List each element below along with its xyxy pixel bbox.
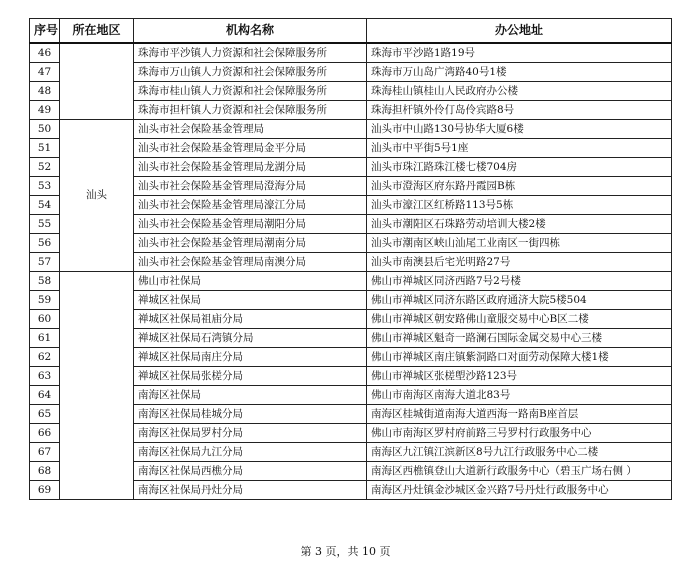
table-row — [30, 271, 672, 290]
agency-name-cell: 禅城区社保局南庄分局 — [134, 347, 367, 366]
agency-name-cell: 珠海市平沙镇人力资源和社会保障服务所 — [134, 43, 367, 63]
office-address-cell: 珠海担杆镇外伶仃岛伶宾路8号 — [367, 100, 672, 119]
row-number: 65 — [30, 404, 60, 423]
agency-name-cell: 汕头市社会保险基金管理局潮南分局 — [134, 233, 367, 252]
office-address-cell: 南海区桂城街道南海大道西海一路南B座首层 — [367, 404, 672, 423]
office-address-cell: 佛山市禅城区南庄镇紫洞路口对面劳动保障大楼1楼 — [367, 347, 672, 366]
header-row — [30, 19, 672, 43]
office-address-cell: 汕头市中平街5号1座 — [367, 138, 672, 157]
agency-name-cell: 南海区社保局西樵分局 — [134, 461, 367, 480]
agency-name-cell: 禅城区社保局 — [134, 290, 367, 309]
row-number: 48 — [30, 81, 60, 100]
row-number: 51 — [30, 138, 60, 157]
agency-name-cell: 禅城区社保局石湾镇分局 — [134, 328, 367, 347]
agency-name-cell: 珠海市桂山镇人力资源和社会保障服务所 — [134, 81, 367, 100]
header-agency-name: 机构名称 — [134, 19, 367, 43]
table-body — [30, 43, 672, 500]
row-number: 54 — [30, 195, 60, 214]
row-number: 50 — [30, 119, 60, 138]
row-number: 61 — [30, 328, 60, 347]
table-row — [30, 43, 672, 63]
office-address-cell: 佛山市禅城区魁奇一路澜石国际金属交易中心三楼 — [367, 328, 672, 347]
row-number: 59 — [30, 290, 60, 309]
row-number: 68 — [30, 461, 60, 480]
agency-name-cell: 汕头市社会保险基金管理局金平分局 — [134, 138, 367, 157]
office-address-cell: 珠海桂山镇桂山人民政府办公楼 — [367, 81, 672, 100]
agency-name-cell: 禅城区社保局祖庙分局 — [134, 309, 367, 328]
agency-name-cell: 汕头市社会保险基金管理局濠江分局 — [134, 195, 367, 214]
row-number: 62 — [30, 347, 60, 366]
row-number: 66 — [30, 423, 60, 442]
row-number: 55 — [30, 214, 60, 233]
office-address-cell: 汕头市潮南区峡山汕尾工业南区一街四栋 — [367, 233, 672, 252]
row-number: 58 — [30, 271, 60, 290]
agency-name-cell: 汕头市社会保险基金管理局南澳分局 — [134, 252, 367, 271]
office-address-cell: 佛山市南海区南海大道北83号 — [367, 385, 672, 404]
row-number: 57 — [30, 252, 60, 271]
office-address-cell: 南海区九江镇江滨新区8号九江行政服务中心二楼 — [367, 442, 672, 461]
office-address-cell: 汕头市中山路130号协华大厦6楼 — [367, 119, 672, 138]
region-cell: 汕头 — [60, 119, 134, 271]
row-number: 64 — [30, 385, 60, 404]
office-address-cell: 汕头市澄海区府东路丹霞园B栋 — [367, 176, 672, 195]
agency-name-cell: 南海区社保局丹灶分局 — [134, 480, 367, 499]
agency-table — [29, 18, 672, 500]
row-number: 47 — [30, 62, 60, 81]
agency-name-cell: 珠海市万山镇人力资源和社会保障服务所 — [134, 62, 367, 81]
region-cell — [60, 271, 134, 499]
office-address-cell: 佛山市禅城区张槎塱沙路123号 — [367, 366, 672, 385]
office-address-cell: 南海区丹灶镇金沙城区金兴路7号丹灶行政服务中心 — [367, 480, 672, 499]
header-region: 所在地区 — [60, 19, 134, 43]
agency-name-cell: 禅城区社保局张槎分局 — [134, 366, 367, 385]
row-number: 52 — [30, 157, 60, 176]
office-address-cell: 佛山市禅城区同济西路7号2号楼 — [367, 271, 672, 290]
office-address-cell: 珠海市平沙路1路19号 — [367, 43, 672, 63]
agency-name-cell: 佛山市社保局 — [134, 271, 367, 290]
agency-name-cell: 南海区社保局罗村分局 — [134, 423, 367, 442]
agency-name-cell: 汕头市社会保险基金管理局澄海分局 — [134, 176, 367, 195]
row-number: 60 — [30, 309, 60, 328]
office-address-cell: 汕头市濠江区红桥路113号5栋 — [367, 195, 672, 214]
header-number: 序号 — [30, 19, 60, 43]
row-number: 46 — [30, 43, 60, 63]
agency-name-cell: 汕头市社会保险基金管理局龙湖分局 — [134, 157, 367, 176]
office-address-cell: 佛山市南海区罗村府前路三号罗村行政服务中心 — [367, 423, 672, 442]
agency-name-cell: 汕头市社会保险基金管理局 — [134, 119, 367, 138]
agency-name-cell: 南海区社保局 — [134, 385, 367, 404]
agency-name-cell: 南海区社保局桂城分局 — [134, 404, 367, 423]
office-address-cell: 汕头市南澳县后宅光明路27号 — [367, 252, 672, 271]
agency-name-cell: 珠海市担杆镇人力资源和社会保障服务所 — [134, 100, 367, 119]
agency-name-cell: 汕头市社会保险基金管理局潮阳分局 — [134, 214, 367, 233]
office-address-cell: 汕头市潮阳区石珠路劳动培训大楼2楼 — [367, 214, 672, 233]
office-address-cell: 珠海市万山岛广湾路40号1楼 — [367, 62, 672, 81]
row-number: 53 — [30, 176, 60, 195]
office-address-cell: 南海区西樵镇登山大道新行政服务中心（碧玉广场右侧 ） — [367, 461, 672, 480]
table-row — [30, 119, 672, 138]
office-address-cell: 汕头市珠江路珠江楼七楼704房 — [367, 157, 672, 176]
row-number: 56 — [30, 233, 60, 252]
row-number: 63 — [30, 366, 60, 385]
row-number: 69 — [30, 480, 60, 499]
office-address-cell: 佛山市禅城区朝安路佛山童服交易中心B区二楼 — [367, 309, 672, 328]
header-office-address: 办公地址 — [367, 19, 672, 43]
region-cell — [60, 43, 134, 120]
page-footer: 第 3 页，共 10 页 — [300, 545, 391, 558]
agency-name-cell: 南海区社保局九江分局 — [134, 442, 367, 461]
row-number: 49 — [30, 100, 60, 119]
office-address-cell: 佛山市禅城区同济东路区政府通济大院5楼504 — [367, 290, 672, 309]
row-number: 67 — [30, 442, 60, 461]
